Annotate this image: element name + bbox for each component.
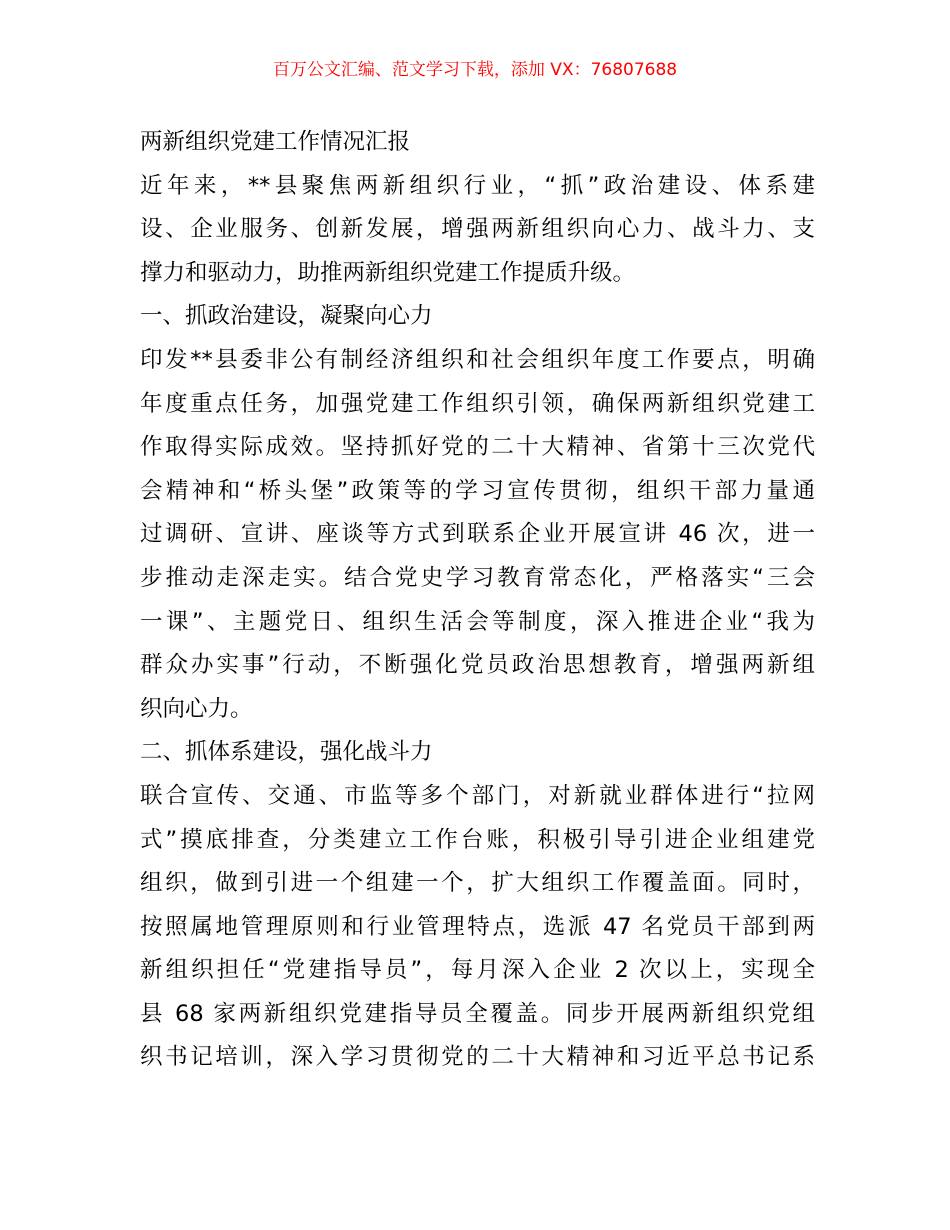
paragraph-line: 过调研、宣讲、座谈等方式到联系企业开展宣讲 46 次，进一 (140, 521, 815, 548)
paragraph-line: 印发**县委非公有制经济组织和社会组织年度工作要点，明确 (140, 346, 815, 373)
paragraph-line: 年度重点任务，加强党建工作组织引领，确保两新组织党建工 (140, 390, 815, 417)
paragraph-line: 式”摸底排查，分类建立工作台账，积极引导引进企业组建党 (140, 826, 815, 853)
paragraph-line: 作取得实际成效。坚持抓好党的二十大精神、省第十三次党代 (140, 434, 815, 461)
section-heading-1: 一、抓政治建设，凝聚向心力 (140, 303, 433, 330)
paragraph-line: 群众办实事”行动，不断强化党员政治思想教育，增强两新组 (140, 652, 815, 679)
paragraph-line: 联合宣传、交通、市监等多个部门，对新就业群体进行“拉网 (140, 782, 815, 809)
document-title: 两新组织党建工作情况汇报 (140, 129, 411, 155)
paragraph-line: 织向心力。 (140, 695, 253, 722)
section1-paragraph (140, 339, 815, 731)
paragraph-line: 近年来，**县聚焦两新组织行业，“抓”政治建设、体系建 (140, 172, 815, 199)
paragraph-line: 县 68 家两新组织党建指导员全覆盖。同步开展两新组织党组 (140, 1000, 815, 1027)
paragraph-line: 设、企业服务、创新发展，增强两新组织向心力、战斗力、支 (140, 216, 815, 243)
document-body (140, 121, 815, 1080)
section-heading-2: 二、抓体系建设，强化战斗力 (140, 739, 433, 766)
paragraph-line: 组织，做到引进一个组建一个，扩大组织工作覆盖面。同时， (140, 870, 815, 897)
paragraph-line: 按照属地管理原则和行业管理特点，选派 47 名党员干部到两 (140, 913, 815, 940)
paragraph-line: 织书记培训，深入学习贯彻党的二十大精神和习近平总书记系 (140, 1044, 815, 1071)
paragraph-line: 会精神和“桥头堡”政策等的学习宣传贯彻，组织干部力量通 (140, 477, 815, 504)
intro-paragraph (140, 165, 815, 296)
paragraph-line: 撑力和驱动力，助推两新组织党建工作提质升级。 (140, 259, 636, 286)
paragraph-line: 新组织担任“党建指导员”，每月深入企业 2 次以上，实现全 (140, 957, 815, 984)
section2-paragraph (140, 775, 815, 1080)
header-banner: 百万公文汇编、范文学习下载，添加 VX：76807688 (272, 60, 678, 80)
paragraph-line: 一课”、主题党日、组织生活会等制度，深入推进企业“我为 (140, 608, 815, 635)
paragraph-line: 步推动走深走实。结合党史学习教育常态化，严格落实“三会 (140, 564, 815, 591)
